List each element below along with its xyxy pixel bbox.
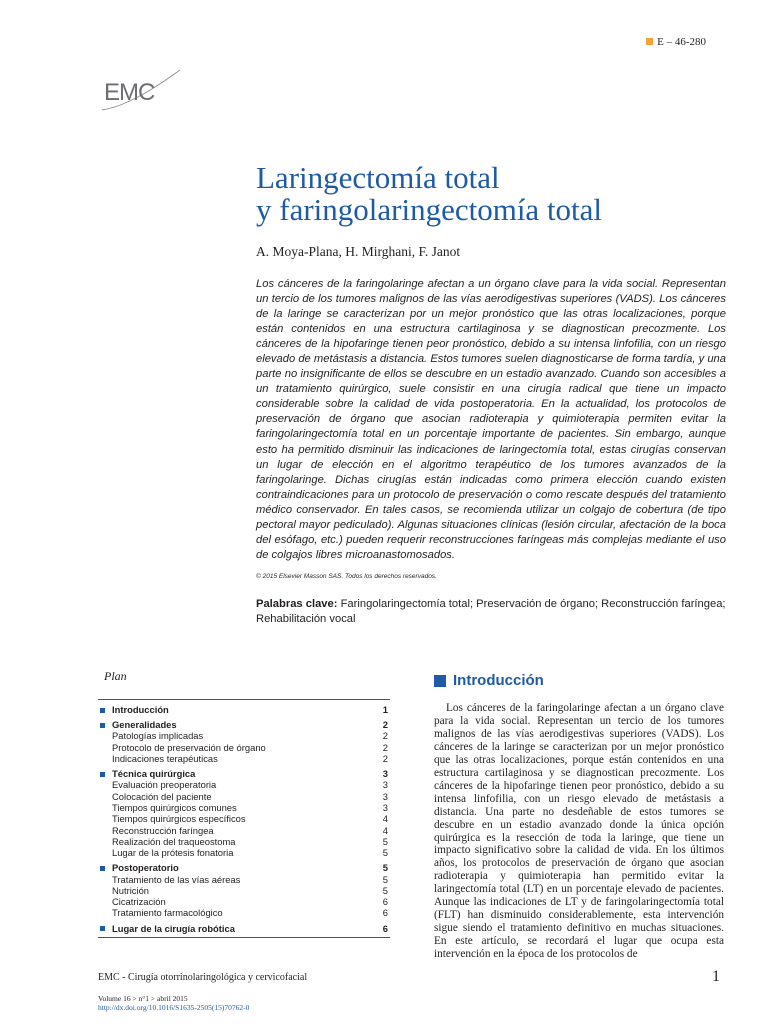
plan-item-label: [98, 907, 223, 918]
plan-item-label: [98, 742, 266, 753]
plan-item[interactable]: [98, 862, 390, 873]
keywords-label: Palabras clave:: [256, 598, 338, 610]
plan-list: [98, 699, 390, 938]
plan-item-page: 4: [382, 824, 388, 836]
plan-item-page: 2: [382, 752, 388, 764]
plan-item-text: Generalidades: [112, 719, 177, 731]
plan-item-text: Postoperatorio: [112, 862, 179, 874]
plan-item-text: Técnica quirúrgica: [112, 768, 196, 780]
plan-item-text: Tiempos quirúrgicos comunes: [112, 801, 237, 813]
plan-item-label: [98, 847, 233, 858]
keywords-text: Faringolaringectomía total; Preservación de órgano; Reconstrucción faríngea; Rehabilitación vocal: [256, 598, 726, 625]
plan-box: [98, 667, 390, 938]
plan-item-text: Nutrición: [112, 884, 149, 896]
plan-item-text: Protocolo de preservación de órgano: [112, 741, 266, 753]
abstract: Los cánceres de la faringolaringe afectan a un órgano clave para la vida social. Representan un tercio de los tumores malignos de las vías aerodigestivas superiores (VADS). Los cánceres de la laringe se caracterizan por un mejor pronóstico que las otras localizaciones, porque están contenidos en una estructura cartilaginosa y se diagnostican precozmente. Los cánceres de la hipofaringe tienen peor pronóstico, debido a su intensa linfofilia, con un riesgo elevado de metástasis a distancia. Estos tumores suelen diagnosticarse de forma tardía, y una parte no insignificante de ellos se descubre en un estadio avanzado. Cuando son accesibles a un tratamiento quirúrgico, suele consistir en una cirugía radical que tiene un impacto considerable sobre la calidad de vida postoperatoria. En la actualidad, los protocolos de preservación de órgano que asocian radioterapia y quimioterapia permiten evitar la faringolaringectomía total en un porcentaje importante de pacientes. Sin embargo, aunque esto ha permitido disminuir las indicaciones de laringectomía total, estas cirugías conservan un lugar de elección en el algoritmo terapéutico de los tumores avanzados de la faringolaringe. Dichas cirugías están indicadas como primera elección cuando existen contraindicaciones para un protocolo de preservación o como rescate después del tratamiento médico conservador. En tales casos, se recomienda utilizar un colgajo de cobertura (de tipo pectoral mayor pediculado). Algunas situaciones clínicas (lesión circular, afectación de la boca del esófago, etc.) pueden requerir reconstrucciones faríngeas más complejas mediante el uso de colgajos libres microanastomosados.: [256, 278, 726, 561]
emc-logo: [98, 66, 188, 114]
page-number: 1: [712, 968, 720, 985]
plan-item[interactable]: [98, 885, 390, 896]
plan-item-text: Introducción: [112, 704, 169, 715]
orange-square-icon: [646, 38, 653, 45]
blue-square-icon: [100, 772, 105, 777]
plan-item-text: Reconstrucción faríngea: [112, 824, 214, 836]
volume-info: Volume 16 > n°1 > abril 2015: [98, 994, 188, 1003]
plan-item-label: [98, 896, 166, 907]
plan-item[interactable]: [98, 719, 390, 730]
document-code: [646, 36, 706, 48]
blue-square-icon: [100, 708, 105, 713]
plan-title: Plan: [104, 669, 127, 683]
plan-item-text: Tratamiento farmacológico: [112, 907, 223, 919]
blue-square-icon: [100, 723, 105, 728]
authors: A. Moya-Plana, H. Mirghani, F. Janot: [256, 244, 461, 259]
title-line-2: y faringolaringectomía total: [256, 192, 603, 227]
plan-item[interactable]: [98, 847, 390, 858]
article-title: [256, 162, 736, 226]
plan-item[interactable]: [98, 753, 390, 764]
plan-item[interactable]: [98, 896, 390, 907]
plan-item-page: 2: [382, 741, 388, 753]
plan-item-page: 2: [382, 719, 388, 731]
plan-item-page: 3: [382, 790, 388, 802]
plan-item-label: [98, 802, 237, 813]
plan-item-page: 3: [382, 768, 388, 780]
plan-item-label: [98, 768, 195, 779]
plan-item-label: [98, 825, 214, 836]
plan-item-page: 5: [382, 835, 388, 847]
plan-item-label: [98, 753, 218, 764]
plan-item-page: 3: [382, 801, 388, 813]
plan-item-text: Evaluación preoperatoria: [112, 779, 217, 791]
plan-item[interactable]: [98, 730, 390, 741]
plan-item[interactable]: [98, 813, 390, 824]
plan-item-page: 4: [382, 813, 388, 825]
copyright: © 2015 Elsevier Masson SAS. Todos los derechos reservados.: [256, 573, 437, 580]
blue-square-icon: [100, 866, 105, 871]
section-heading-text: Introducción: [453, 672, 544, 689]
plan-item-label: [98, 704, 169, 715]
plan-item-label: [98, 885, 149, 896]
plan-item-label: [98, 813, 246, 824]
plan-item-label: [98, 719, 177, 730]
plan-item-label: [98, 862, 179, 873]
plan-item-page: 2: [382, 730, 388, 742]
plan-item[interactable]: [98, 742, 390, 753]
plan-item-text: Realización del traqueostoma: [112, 835, 236, 847]
plan-item-text: Indicaciones terapéuticas: [112, 752, 218, 764]
plan-item-label: [98, 836, 236, 847]
plan-item-page: 3: [382, 779, 388, 791]
plan-item-page: 5: [382, 862, 388, 874]
plan-item[interactable]: [98, 874, 390, 885]
plan-item-text: Patologías implicadas: [112, 730, 204, 742]
plan-item-text: Cicatrización: [112, 896, 166, 908]
plan-item-text: Lugar de la cirugía robótica: [112, 922, 235, 934]
blue-square-icon: [434, 675, 446, 687]
plan-item-page: 6: [382, 907, 388, 919]
logo-text: EMC: [104, 79, 155, 106]
plan-item-label: [98, 779, 216, 790]
plan-item[interactable]: [98, 791, 390, 802]
blue-square-icon: [100, 926, 105, 931]
plan-item[interactable]: [98, 825, 390, 836]
plan-item[interactable]: [98, 768, 390, 779]
plan-item[interactable]: [98, 836, 390, 847]
keywords: [256, 597, 726, 627]
section-heading-introduccion: [434, 672, 544, 689]
plan-item[interactable]: [98, 923, 390, 934]
doi-link[interactable]: http://dx.doi.org/10.1016/S1635-2505(15)70762-0: [98, 1003, 250, 1012]
plan-item-text: Lugar de la prótesis fonatoria: [112, 847, 234, 859]
plan-item-label: [98, 730, 203, 741]
plan-item-page: 6: [382, 922, 388, 934]
plan-item[interactable]: [98, 704, 390, 715]
plan-item-label: [98, 923, 235, 934]
plan-item-text: Colocación del paciente: [112, 790, 212, 802]
plan-item-text: Tratamiento de las vías aéreas: [112, 873, 241, 885]
plan-item[interactable]: [98, 907, 390, 918]
document-code-text: E – 46-280: [657, 36, 706, 48]
plan-item-page: 6: [382, 896, 388, 908]
plan-item-page: 5: [382, 873, 388, 885]
title-line-1: Laringectomía total: [256, 160, 500, 195]
plan-item[interactable]: [98, 802, 390, 813]
journal-name: EMC - Cirugía otorrinolaringológica y cervicofacial: [98, 972, 308, 983]
plan-item-page: 1: [382, 704, 388, 715]
introduction-text: Los cánceres de la faringolaringe afectan a un órgano clave para la vida social. Representan un tercio de los tumores malignos de las vías aerodigestivas superiores (VADS). Los cánceres de la laringe se caracterizan por un mejor pronóstico que las otras localizaciones, porque están contenidos en una estructura cartilaginosa y se diagnostican precozmente. Los cánceres de la hipofaringe tienen peor pronóstico, debido a su intensa linfofilia, con un riesgo elevado de metástasis a distancia. Una parte no desdeñable de estos tumores se descubre en un estadio avanzado donde la única opción quirúrgica es la resección de toda la laringe, que tiene un impacto significativo sobre la calidad de vida. En los últimos años, los protocolos de preservación de órgano que asocian radioterapia y quimioterapia han permitido evitar la laringectomía total (LT) en un porcentaje elevado de pacientes. Aunque las indicaciones de LT y de faringolaringectomía total (FLT) han disminuido considerablemente, esta intervención sigue siendo el tratamiento definitivo en muchas situaciones. En este artículo, se recordará el lugar que ocupa esta intervención en la época de los protocolos de: [434, 702, 724, 961]
plan-item[interactable]: [98, 779, 390, 790]
plan-item-text: Tiempos quirúrgicos específicos: [112, 813, 246, 825]
plan-item-page: 5: [382, 847, 388, 859]
plan-item-label: [98, 874, 240, 885]
plan-item-label: [98, 791, 212, 802]
plan-item-page: 5: [382, 884, 388, 896]
